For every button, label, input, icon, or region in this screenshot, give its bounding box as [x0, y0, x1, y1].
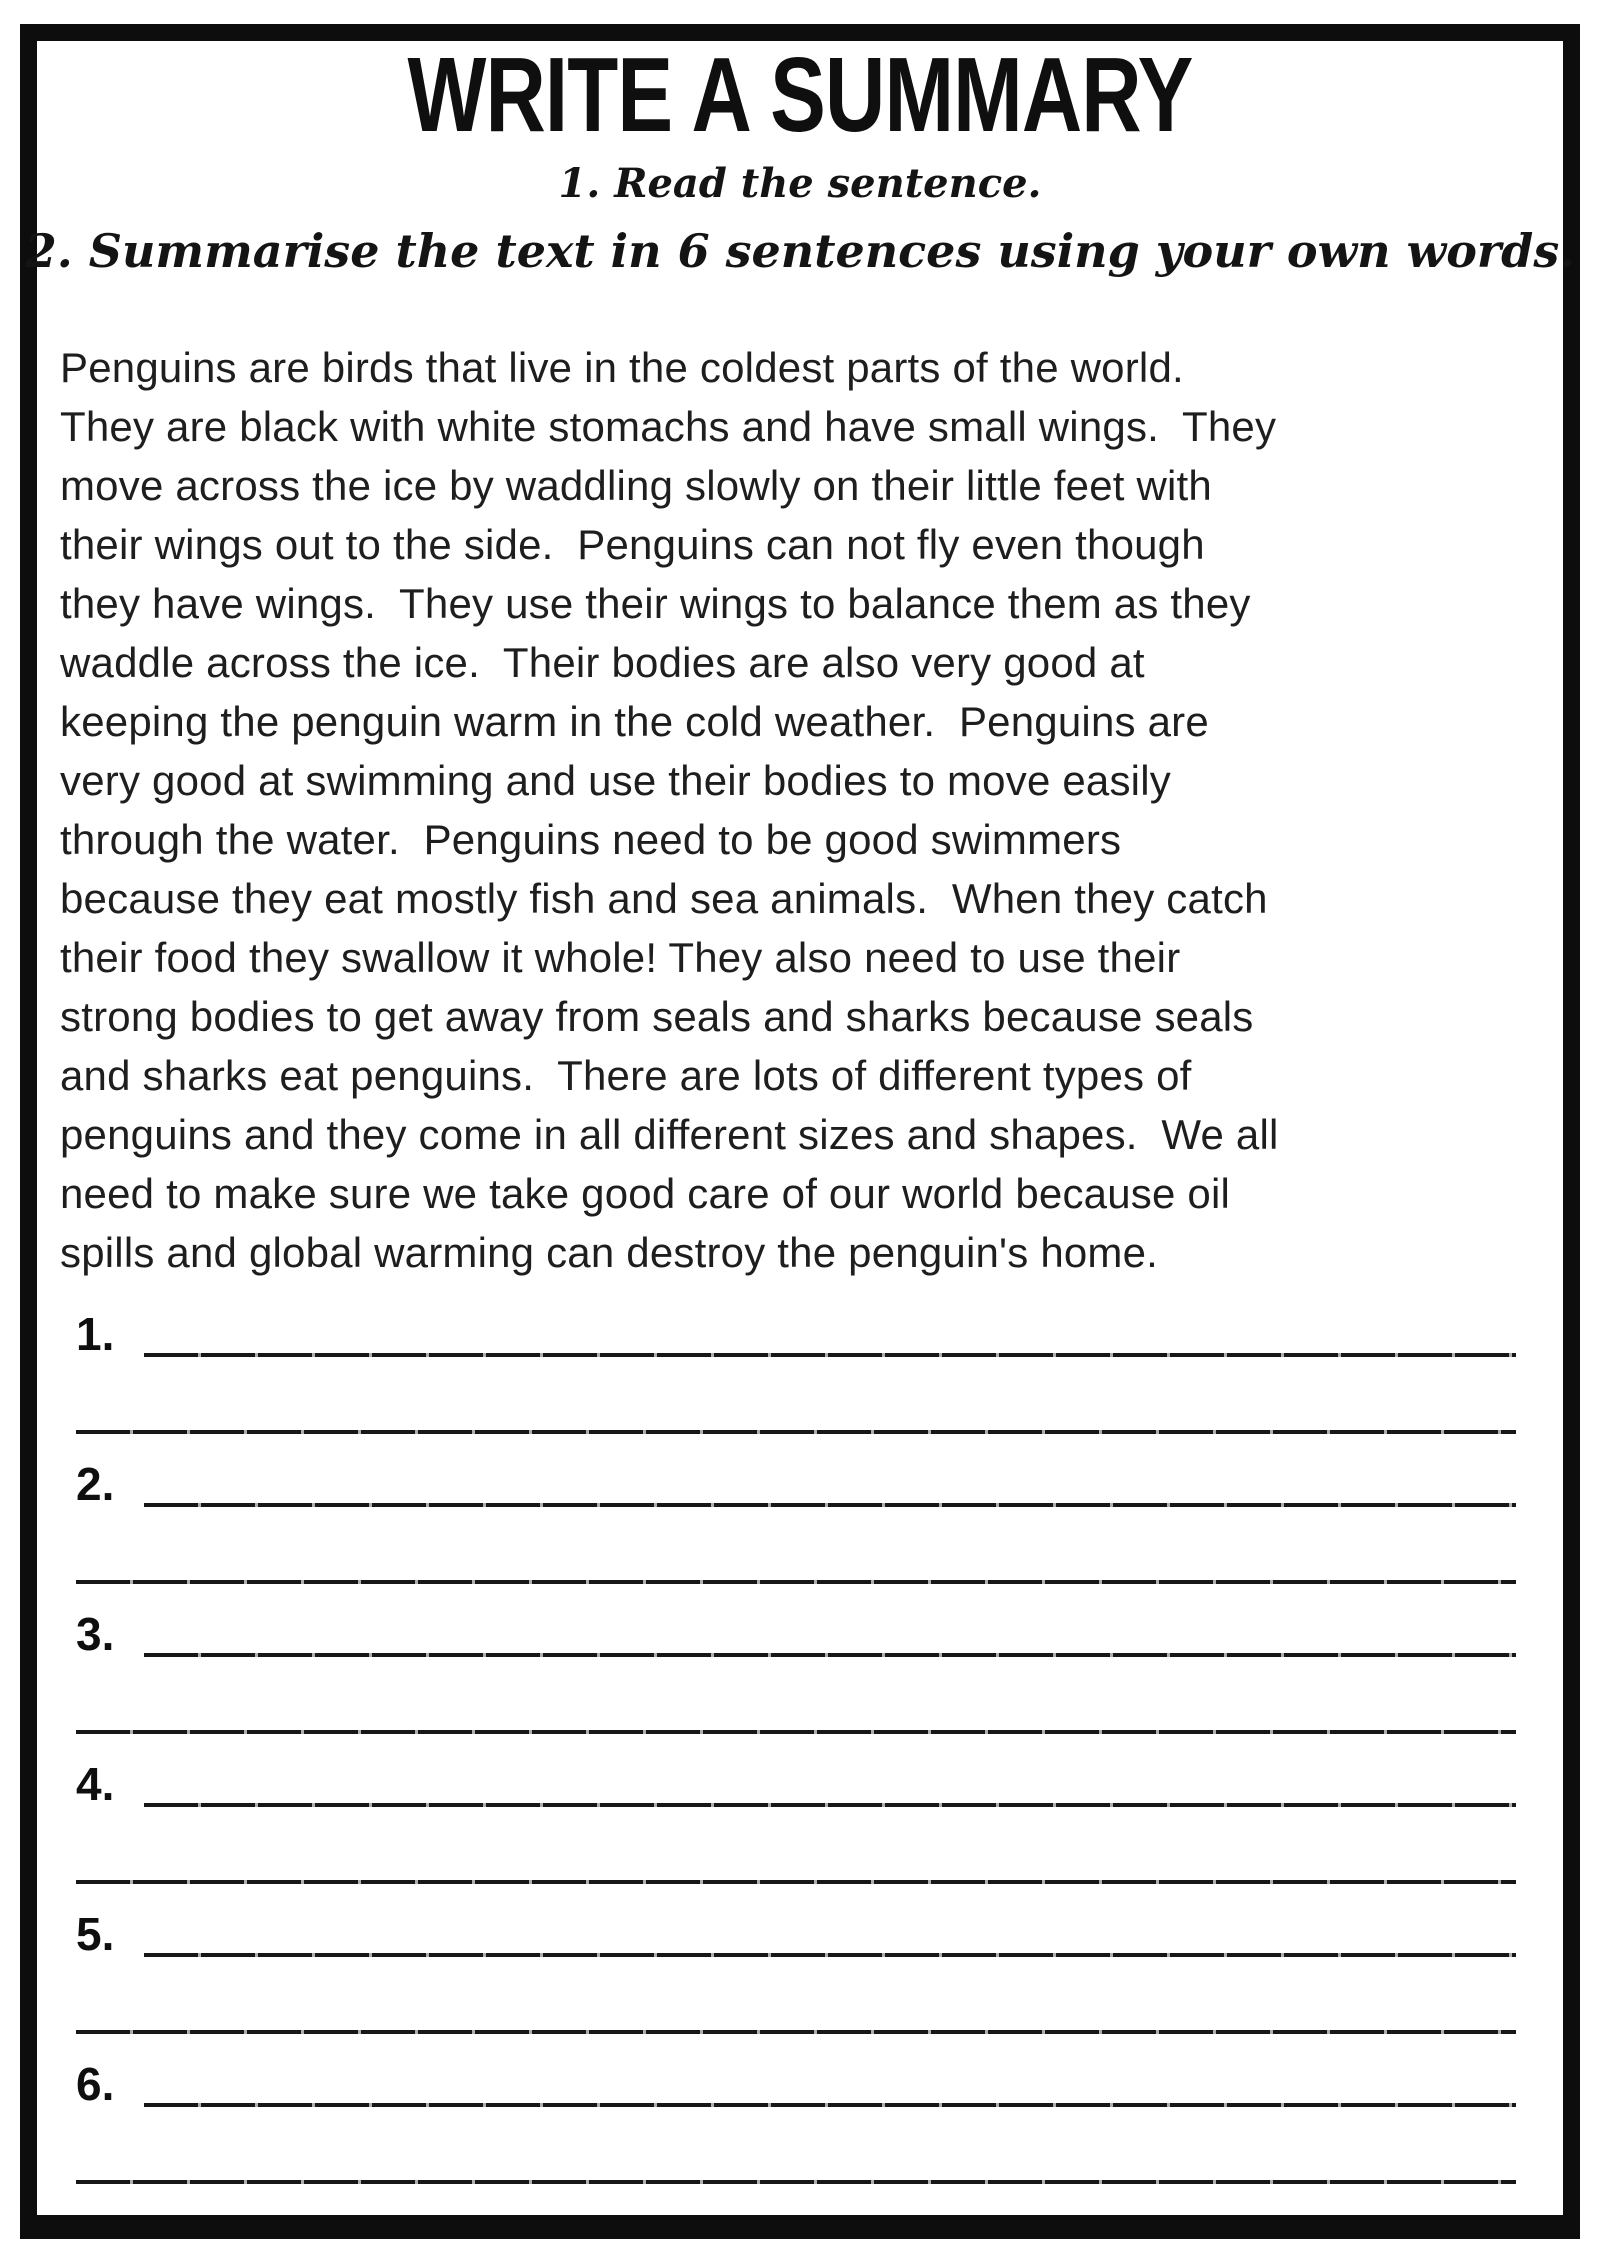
instruction-2: 2. Summarise the text in 6 sentences using your own words.	[24, 224, 1576, 278]
answer-continuation-line	[76, 2180, 1516, 2184]
answer-number: 2.	[76, 1458, 115, 1510]
answer-blank-line	[144, 1353, 1516, 1357]
answer-continuation-line	[76, 1880, 1516, 1884]
answer-item-1	[76, 1303, 1516, 1434]
answer-item-3	[76, 1603, 1516, 1734]
passage-line: move across the ice by waddling slowly on their little feet with	[60, 462, 1212, 509]
answer-item-2	[76, 1453, 1516, 1584]
answer-section	[76, 1303, 1516, 2203]
reading-passage	[60, 338, 1548, 1282]
answer-number: 5.	[76, 1908, 115, 1960]
answer-number: 1.	[76, 1308, 115, 1360]
passage-line: very good at swimming and use their bodies to move easily	[60, 757, 1171, 804]
worksheet-title: WRITE A SUMMARY	[407, 36, 1193, 155]
passage-line: need to make sure we take good care of our world because oil	[60, 1170, 1231, 1217]
passage-line: spills and global warming can destroy the penguin's home.	[60, 1229, 1159, 1276]
passage-line: penguins and they come in all different sizes and shapes. We all	[60, 1111, 1279, 1158]
passage-line: strong bodies to get away from seals and sharks because seals	[60, 993, 1254, 1040]
answer-continuation-line	[76, 1580, 1516, 1584]
passage-line: because they eat mostly fish and sea animals. When they catch	[60, 875, 1268, 922]
passage-line: They are black with white stomachs and have small wings. They	[60, 403, 1277, 450]
answer-blank-line	[144, 1653, 1516, 1657]
passage-line: waddle across the ice. Their bodies are also very good at	[60, 639, 1145, 686]
answer-blank-line	[144, 1803, 1516, 1807]
passage-line: and sharks eat penguins. There are lots of different types of	[60, 1052, 1192, 1099]
answer-item-6	[76, 2053, 1516, 2184]
passage-line: keeping the penguin warm in the cold weather. Penguins are	[60, 698, 1209, 745]
passage-line: Penguins are birds that live in the coldest parts of the world.	[60, 344, 1184, 391]
answer-number: 3.	[76, 1608, 115, 1660]
answer-blank-line	[144, 2103, 1516, 2107]
answer-continuation-line	[76, 1730, 1516, 1734]
answer-continuation-line	[76, 2030, 1516, 2034]
answer-number: 6.	[76, 2058, 115, 2110]
answer-blank-line	[144, 1503, 1516, 1507]
answer-continuation-line	[76, 1430, 1516, 1434]
instruction-1: 1. Read the sentence.	[558, 160, 1042, 207]
answer-number: 4.	[76, 1758, 115, 1810]
answer-item-4	[76, 1753, 1516, 1884]
passage-line: their food they swallow it whole! They also need to use their	[60, 934, 1181, 981]
answer-item-5	[76, 1903, 1516, 2034]
passage-line: their wings out to the side. Penguins can not fly even though	[60, 521, 1205, 568]
passage-line: they have wings. They use their wings to balance them as they	[60, 580, 1251, 627]
passage-line: through the water. Penguins need to be good swimmers	[60, 816, 1122, 863]
answer-blank-line	[144, 1953, 1516, 1957]
